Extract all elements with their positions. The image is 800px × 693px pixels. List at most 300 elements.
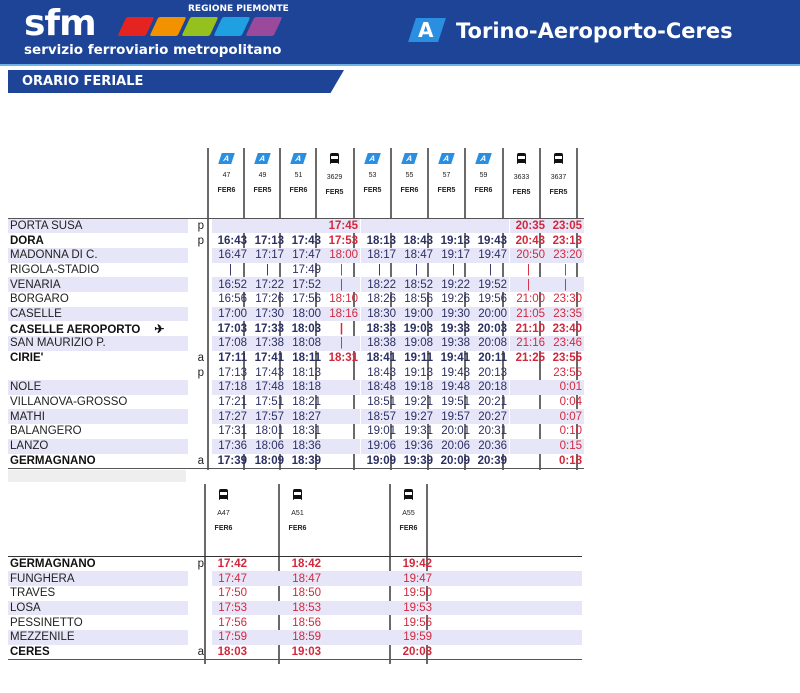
departure-time: 20:08	[472, 336, 509, 351]
departure-time	[286, 219, 323, 234]
departure-time: 17:31	[218, 425, 247, 438]
departure-time: 17:11	[218, 352, 247, 365]
departure-time: 17:30	[249, 307, 286, 322]
departure-time: 17:47	[286, 248, 323, 263]
departure-time: |	[510, 277, 547, 292]
arrival-departure-marker	[188, 277, 212, 292]
departure-time: 19:08	[398, 336, 435, 351]
departure-time: 19:56	[403, 616, 432, 629]
service-days-code: FER6	[399, 525, 418, 532]
arrival-departure-marker: p	[197, 234, 204, 247]
departure-time: 17:43	[291, 234, 321, 247]
departure-time: 19:13	[440, 234, 470, 247]
station-label: NOLE	[10, 381, 42, 394]
service-number: 3629	[326, 174, 343, 181]
departure-time	[361, 219, 398, 234]
station-name	[8, 380, 188, 395]
departure-time: 19:21	[404, 396, 433, 409]
table-row	[8, 336, 584, 351]
column-header	[503, 148, 540, 218]
station-name	[8, 351, 188, 366]
departure-time: 23:13	[552, 234, 582, 247]
train-icon: A	[475, 153, 492, 164]
service-number: 47	[222, 172, 231, 179]
departure-time: 20:11	[478, 352, 507, 365]
departure-time: |	[266, 263, 269, 276]
departure-time: 17:50	[218, 587, 247, 600]
table-row	[8, 277, 584, 292]
departure-time: 21:00	[516, 293, 545, 306]
departure-time: 19:03	[291, 645, 321, 658]
station-name	[8, 424, 188, 439]
arrival-departure-marker	[188, 571, 212, 586]
departure-time: 18:56	[404, 293, 433, 306]
departure-time	[323, 380, 360, 395]
departure-time: 18:56	[292, 616, 321, 629]
bus-icon	[517, 153, 526, 164]
departure-time	[323, 424, 360, 439]
departure-time: |	[339, 322, 344, 335]
departure-time: 17:53	[212, 601, 249, 616]
departure-time: 23:40	[552, 322, 582, 335]
timetable-main	[8, 218, 584, 469]
departure-time: 0:10	[559, 425, 582, 438]
gap-cell	[434, 601, 582, 616]
departure-time: 20:03	[402, 645, 432, 658]
departure-time: 18:10	[329, 293, 358, 306]
departure-time: 18:38	[361, 336, 398, 351]
departure-time	[510, 424, 547, 439]
train-icon: A	[401, 153, 418, 164]
service-number: A55	[402, 510, 415, 517]
gap-cell	[434, 586, 582, 601]
departure-time	[323, 439, 360, 454]
arrival-departure-marker	[188, 586, 212, 601]
departure-time: 17:45	[323, 219, 360, 234]
departure-time: 18:13	[292, 366, 321, 379]
column-header	[390, 484, 427, 554]
departure-time: |	[489, 263, 492, 276]
arrival-departure-marker: p	[197, 366, 204, 379]
departure-time	[323, 365, 360, 380]
logo-stripes	[122, 17, 278, 36]
departure-time: 19:36	[398, 439, 435, 454]
station-name	[8, 630, 188, 645]
table-row	[8, 571, 582, 586]
arrival-departure-marker	[188, 307, 212, 322]
departure-time: 21:05	[510, 307, 547, 322]
gap-cell	[249, 586, 286, 601]
table-row	[8, 307, 584, 322]
table-row	[8, 586, 582, 601]
departure-time: |	[229, 263, 232, 276]
departure-time: 18:26	[367, 293, 396, 306]
departure-time: 19:56	[478, 293, 507, 306]
departure-time: 23:20	[547, 248, 584, 263]
departure-time: 19:53	[397, 601, 434, 616]
station-name	[8, 248, 188, 263]
station-name	[8, 557, 188, 572]
departure-time: 23:30	[553, 293, 582, 306]
departure-time: 19:30	[435, 307, 472, 322]
departure-time: 18:39	[291, 454, 321, 467]
station-label: MEZZENILE	[10, 631, 75, 644]
arrival-departure-marker: p	[197, 220, 204, 233]
table-row	[8, 454, 584, 469]
service-number: 57	[442, 172, 451, 179]
table-row	[8, 601, 582, 616]
departure-time: 17:08	[212, 336, 249, 351]
train-icon: A	[364, 153, 381, 164]
arrival-departure-marker: a	[197, 454, 204, 467]
train-icon: A	[218, 153, 235, 164]
station-name	[8, 454, 188, 469]
station-name	[8, 439, 188, 454]
departure-time: 18:30	[361, 307, 398, 322]
gap-cell	[249, 630, 286, 645]
departure-time: 18:18	[286, 380, 323, 395]
departure-time: 20:18	[472, 380, 509, 395]
station-name	[8, 292, 188, 307]
bus-icon	[330, 153, 339, 164]
departure-time	[323, 395, 360, 410]
service-number: A47	[217, 510, 230, 517]
departure-time: 17:43	[255, 366, 284, 379]
station-name	[8, 586, 188, 601]
table-row	[8, 248, 584, 263]
station-label: CASELLE AEROPORTO	[10, 323, 141, 336]
departure-time: 19:01	[367, 425, 396, 438]
station-name	[8, 307, 188, 322]
departure-time: 19:17	[435, 248, 472, 263]
service-days-code: FER5	[363, 187, 382, 194]
departure-time: 20:43	[515, 234, 545, 247]
station-name	[8, 615, 188, 630]
departure-time	[510, 365, 547, 380]
departure-time: 0:15	[547, 439, 584, 454]
station-label: CERES	[10, 645, 50, 658]
gap-cell	[323, 645, 397, 660]
departure-time: 20:03	[477, 322, 507, 335]
departure-time: 20:39	[477, 454, 507, 467]
service-number: 3637	[550, 174, 567, 181]
departure-time: 19:00	[398, 307, 435, 322]
departure-time: 19:18	[398, 380, 435, 395]
service-days-code: FER5	[253, 187, 272, 194]
departure-time: 18:47	[398, 248, 435, 263]
departure-time: 19:59	[397, 630, 434, 645]
logo-stripe	[246, 17, 283, 36]
departure-time: 18:36	[286, 439, 323, 454]
service-number: A51	[291, 510, 304, 517]
departure-time: 19:03	[403, 322, 433, 335]
table-row	[8, 615, 582, 630]
service-days-code: FER5	[437, 187, 456, 194]
departure-time: 17:53	[328, 234, 358, 247]
departure-time: 18:00	[286, 307, 323, 322]
arrival-departure-marker	[188, 321, 212, 336]
gap-cell	[249, 615, 286, 630]
departure-time: 18:06	[249, 439, 286, 454]
station-name	[8, 277, 188, 292]
departure-time: 18:01	[255, 425, 284, 438]
departure-time: 19:47	[472, 248, 509, 263]
departure-time: 20:21	[478, 396, 507, 409]
column-header	[316, 148, 353, 218]
gap-cell	[323, 571, 397, 586]
departure-time	[510, 395, 547, 410]
departure-time: 0:07	[547, 409, 584, 424]
service-number: 49	[258, 172, 267, 179]
station-label: GERMAGNANO	[10, 558, 96, 571]
line-letter: A	[418, 18, 434, 42]
arrival-departure-marker	[188, 424, 212, 439]
station-label: SAN MAURIZIO P.	[10, 337, 106, 350]
departure-time: 18:08	[286, 336, 323, 351]
gap-cell	[434, 557, 582, 572]
station-label: TRAVES	[10, 587, 56, 600]
gap-cell	[249, 557, 286, 572]
station-label: RIGOLA-STADIO	[10, 263, 100, 276]
logo-stripe	[118, 17, 155, 36]
departure-time: 18:42	[291, 558, 321, 571]
airport-plane-icon: ✈	[154, 321, 165, 336]
logo-stripe	[150, 17, 187, 36]
service-number: 3633	[513, 174, 530, 181]
station-name	[8, 601, 188, 616]
departure-time: 18:11	[292, 352, 321, 365]
departure-time: 20:13	[478, 366, 507, 379]
departure-time: 19:13	[404, 366, 433, 379]
train-icon: A	[438, 153, 455, 164]
departure-time: |	[323, 336, 360, 351]
arrival-departure-marker	[188, 292, 212, 307]
departure-time: 17:00	[212, 307, 249, 322]
departure-time: 20:09	[440, 454, 470, 467]
departure-time: 17:13	[218, 366, 247, 379]
departure-time: 19:41	[440, 352, 470, 365]
departure-time: 16:47	[212, 248, 249, 263]
timetable-type-title: ORARIO FERIALE	[22, 74, 144, 89]
departure-time: 18:51	[367, 396, 396, 409]
logo-stripe	[214, 17, 251, 36]
service-days-code: FER6	[214, 525, 233, 532]
departure-time: 18:22	[361, 277, 398, 292]
departure-time: 16:52	[212, 277, 249, 292]
column-header	[465, 148, 502, 218]
departure-time: 18:31	[328, 352, 358, 365]
departure-time: 20:36	[472, 439, 509, 454]
bus-icon	[219, 489, 228, 500]
gap-cell	[323, 601, 397, 616]
departure-time: 16:56	[218, 293, 247, 306]
departure-time: |	[378, 263, 381, 276]
arrival-departure-marker: a	[197, 645, 204, 658]
departure-time	[398, 219, 435, 234]
departure-time	[472, 219, 509, 234]
departure-time: 19:27	[398, 409, 435, 424]
departure-time: 18:17	[361, 248, 398, 263]
column-header	[280, 148, 317, 218]
departure-time: 17:21	[218, 396, 247, 409]
station-label: PORTA SUSA	[10, 220, 83, 233]
departure-time: 20:35	[510, 219, 547, 234]
departure-time: 17:26	[255, 293, 284, 306]
departure-time: 18:33	[366, 322, 396, 335]
departure-time	[510, 409, 547, 424]
departure-time: 23:05	[547, 219, 584, 234]
departure-time: 17:13	[254, 234, 284, 247]
column-header	[205, 484, 242, 554]
departure-time: 17:56	[218, 616, 247, 629]
column-header	[540, 148, 577, 218]
station-label: VILLANOVA-GROSSO	[10, 396, 128, 409]
departure-time	[323, 409, 360, 424]
service-number: 51	[294, 172, 303, 179]
gap-cell	[434, 645, 582, 660]
logo-subtitle: servizio ferroviario metropolitano	[24, 42, 282, 58]
departure-time: 17:47	[212, 571, 249, 586]
arrival-departure-marker: a	[197, 352, 204, 365]
bus-icon	[293, 489, 302, 500]
gap-cell	[249, 601, 286, 616]
departure-time: 18:21	[292, 396, 321, 409]
departure-time: 18:52	[398, 277, 435, 292]
station-label: BALANGERO	[10, 425, 82, 438]
timetable-ceres-bus	[8, 556, 582, 660]
gap-cell	[249, 645, 286, 660]
arrival-departure-marker	[188, 409, 212, 424]
station-name	[8, 571, 188, 586]
bus-icon	[554, 153, 563, 164]
departure-time: 19:48	[435, 380, 472, 395]
station-label: GERMAGNANO	[10, 454, 96, 467]
departure-time	[212, 219, 249, 234]
station-name	[8, 263, 188, 278]
table-row	[8, 219, 584, 234]
departure-time: 17:17	[249, 248, 286, 263]
departure-time: 17:22	[249, 277, 286, 292]
station-label: VENARIA	[10, 278, 61, 291]
departure-time	[249, 219, 286, 234]
service-days-code: FER5	[512, 189, 531, 196]
departure-time: 21:16	[510, 336, 547, 351]
logo-stripe	[182, 17, 219, 36]
departure-time: 0:01	[547, 380, 584, 395]
departure-time: 19:43	[477, 234, 507, 247]
column-header	[428, 148, 465, 218]
gap-cell	[434, 571, 582, 586]
departure-time: 18:16	[323, 307, 360, 322]
departure-time: 19:43	[441, 366, 470, 379]
departure-time: 18:00	[323, 248, 360, 263]
arrival-departure-marker	[188, 248, 212, 263]
service-number: 53	[368, 172, 377, 179]
column-header	[244, 148, 281, 218]
departure-time: 19:09	[366, 454, 396, 467]
departure-time: 16:43	[217, 234, 247, 247]
column-header	[354, 148, 391, 218]
station-label: PESSINETTO	[10, 616, 83, 629]
arrival-departure-marker	[188, 439, 212, 454]
departure-time: 19:26	[441, 293, 470, 306]
arrival-departure-marker	[188, 263, 212, 278]
departure-time: 19:33	[440, 322, 470, 335]
gap-cell	[323, 615, 397, 630]
departure-time: 18:31	[292, 425, 321, 438]
departure-time: 19:42	[402, 558, 432, 571]
departure-time: 23:55	[553, 366, 582, 379]
station-name	[8, 395, 188, 410]
departure-time: 20:31	[478, 425, 507, 438]
departure-time: 19:38	[435, 336, 472, 351]
table-row	[8, 351, 584, 366]
station-label: MATHI	[10, 410, 45, 423]
table-row	[8, 365, 584, 380]
departure-time: 0:04	[559, 396, 582, 409]
sfm-logo: sfm	[24, 3, 96, 44]
gap-cell	[434, 630, 582, 645]
bus-icon	[404, 489, 413, 500]
departure-time: 18:53	[286, 601, 323, 616]
station-name	[8, 336, 188, 351]
arrival-departure-marker	[188, 395, 212, 410]
departure-time: 19:50	[403, 587, 432, 600]
departure-time: 17:59	[212, 630, 249, 645]
service-days-code: FER6	[400, 187, 419, 194]
departure-time: 19:52	[472, 277, 509, 292]
station-label: DORA	[10, 234, 44, 247]
departure-time: |	[564, 263, 567, 276]
station-name	[8, 645, 188, 660]
departure-time: 17:56	[292, 293, 321, 306]
arrival-departure-marker	[188, 630, 212, 645]
service-days-code: FER6	[289, 187, 308, 194]
departure-time: 18:27	[286, 409, 323, 424]
departure-time: |	[527, 263, 530, 276]
departure-time	[510, 454, 547, 469]
column-header	[208, 148, 245, 218]
station-label: CASELLE	[10, 307, 62, 320]
arrival-departure-marker	[188, 615, 212, 630]
departure-time: 18:43	[367, 366, 396, 379]
departure-time: 18:48	[361, 380, 398, 395]
departure-time: 19:57	[435, 409, 472, 424]
gap-cell	[323, 630, 397, 645]
table-row	[8, 233, 584, 248]
departure-time: 18:59	[286, 630, 323, 645]
column-header	[391, 148, 428, 218]
region-label: REGIONE PIEMONTE	[188, 4, 289, 14]
arrival-departure-marker	[188, 601, 212, 616]
departure-time: |	[547, 277, 584, 292]
departure-time: 20:50	[510, 248, 547, 263]
departure-time: 18:03	[217, 645, 247, 658]
departure-time	[510, 439, 547, 454]
departure-time: 19:11	[404, 352, 433, 365]
station-label: CIRIE'	[10, 352, 44, 365]
departure-time: 17:39	[217, 454, 247, 467]
gap-cell	[323, 586, 397, 601]
station-label: LOSA	[10, 601, 41, 614]
arrival-departure-marker	[188, 380, 212, 395]
departure-time: 19:22	[435, 277, 472, 292]
departure-time	[435, 219, 472, 234]
service-days-code: FER6	[288, 525, 307, 532]
departure-time: 17:48	[249, 380, 286, 395]
departure-time: 18:57	[361, 409, 398, 424]
departure-time: 18:41	[366, 352, 396, 365]
